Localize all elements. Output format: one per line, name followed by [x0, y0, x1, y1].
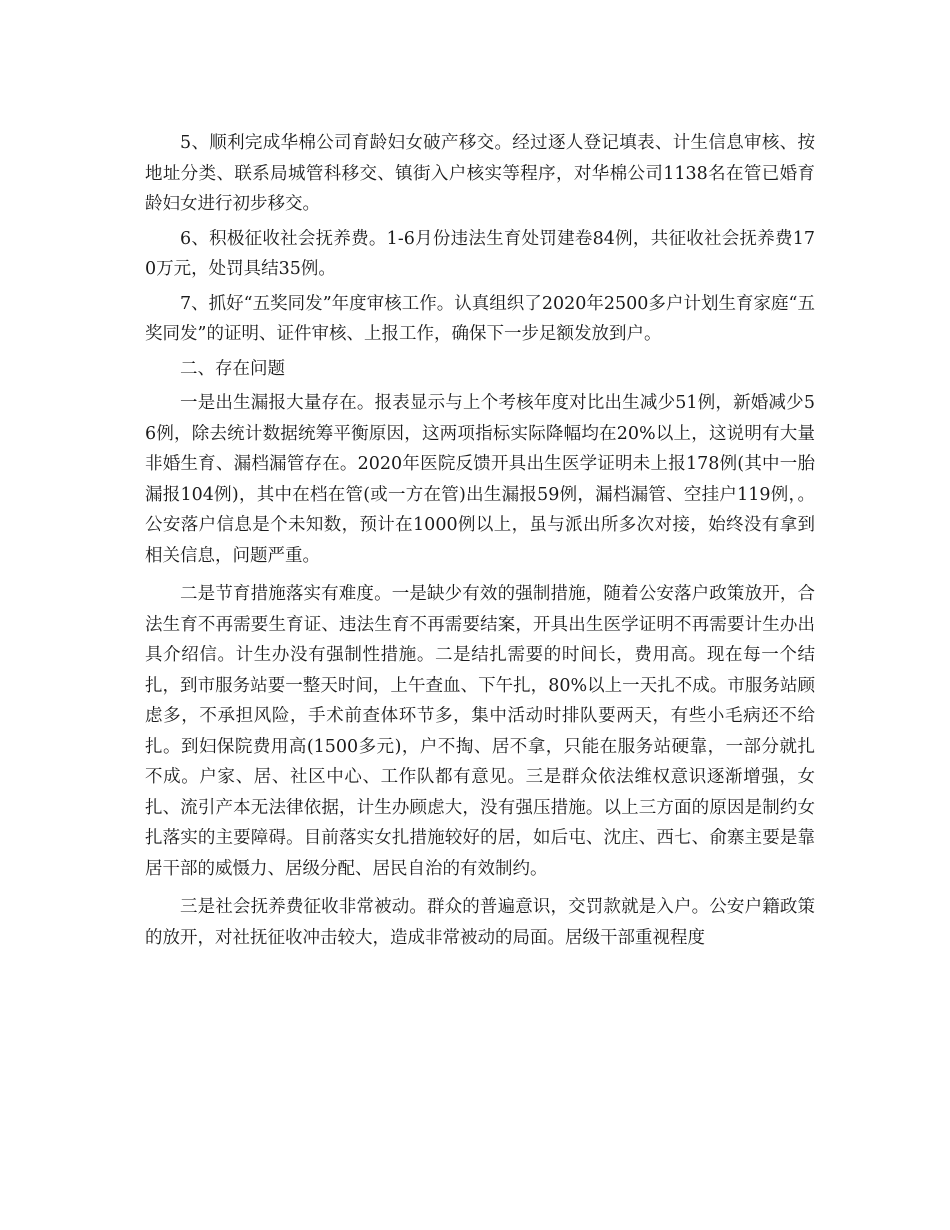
section-heading-problems: 二、存在问题	[180, 358, 285, 379]
paragraph-contraception-difficulty: 二是节育措施落实有难度。一是缺少有效的强制措施，随着公安落户政策放开，合法生育不再需要生育证、违法生育不再需要结案，开具出生医学证明不再需要计生办出具介绍信。计生办没有强制性措施。二是结扎需要的时间长，费用高。现在每一个结扎，到市服务站要一整天时间，上午查血、下午扎，80%以上一天扎不成。市服务站顾虑多，不承担风险，手术前查体环节多，集中活动时排队要两天，有些小毛病还不给扎。到妇保院费用高(1500多元)，户不掏、居不拿，只能在服务站硬靠，一部分就扎不成。户家、居、社区中心、工作队都有意见。三是群众依法维权意识逐渐增强，女扎、流引产本无法律依据，计生办顾虑大，没有强压措施。以上三方面的原因是制约女扎落实的主要障碍。目前落实女扎措施较好的居，如后屯、沈庄、西七、俞寨主要是靠居干部的威慑力、居级分配、居民自治的有效制约。	[145, 584, 815, 879]
paragraph-item-7: 7、抓好“五奖同发”年度审核工作。认真组织了2020年2500多户计划生育家庭“五奖同发”的证明、证件审核、上报工作，确保下一步足额发放到户。	[145, 293, 815, 344]
paragraph-item-5: 5、顺利完成华棉公司育龄妇女破产移交。经过逐人登记填表、计生信息审核、按地址分类、联系局城管科移交、镇街入户核实等程序，对华棉公司1138名在管已婚育龄妇女进行初步移交。	[145, 133, 815, 214]
paragraph-item-6: 6、积极征收社会抚养费。1-6月份违法生育处罚建卷84例，共征收社会抚养费170万元，处罚具结35例。	[145, 228, 815, 279]
document-page	[145, 128, 815, 957]
paragraph-social-fee-collection: 三是社会抚养费征收非常被动。群众的普遍意识，交罚款就是入户。公安户籍政策的放开，对社抚征收冲击较大，造成非常被动的局面。居级干部重视程度	[145, 897, 815, 948]
paragraph-birth-underreporting: 一是出生漏报大量存在。报表显示与上个考核年度对比出生减少51例，新婚减少56例，除去统计数据统筹平衡原因，这两项指标实际降幅均在20%以上，这说明有大量非婚生育、漏档漏管存在。2020年医院反馈开具出生医学证明未上报178例(其中一胎漏报104例)，其中在档在管(或一方在管)出生漏报59例，漏档漏管、空挂户119例，。公安落户信息是个未知数，预计在1000例以上，虽与派出所多次对接，始终没有拿到相关信息，问题严重。	[145, 393, 815, 566]
